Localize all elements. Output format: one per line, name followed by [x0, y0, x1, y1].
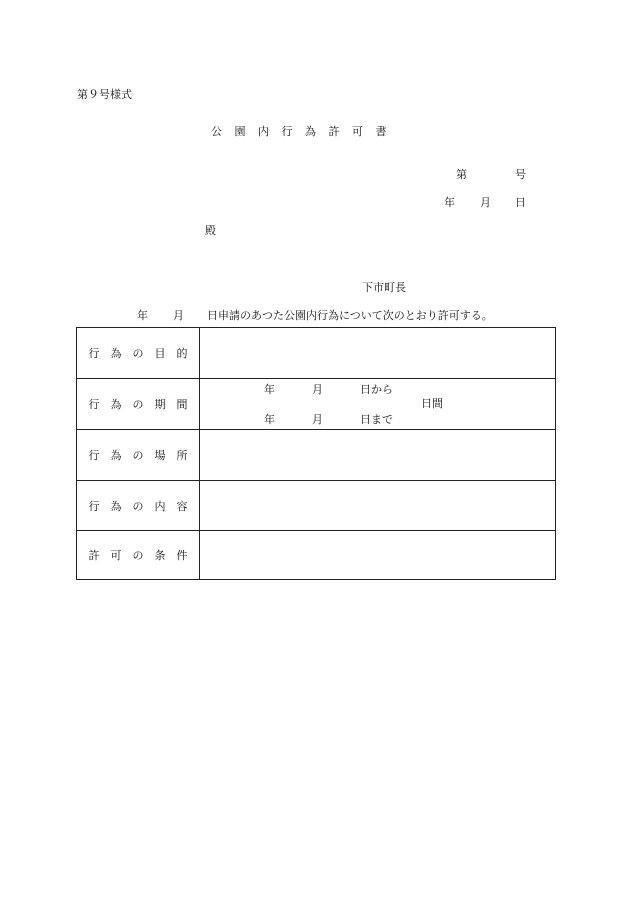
- row-value-location: [200, 430, 555, 480]
- intro-text: 日申請のあつた公園内行為について次のとおり許可する。: [207, 309, 493, 322]
- period-from-year: 年: [264, 383, 275, 396]
- period-from-month: 月: [312, 383, 323, 396]
- table-row-conditions: [77, 530, 555, 579]
- form-number: 第９号様式: [77, 88, 132, 101]
- number-prefix: 第: [456, 168, 467, 181]
- period-to-month: 月: [312, 413, 323, 426]
- period-duration: 日間: [421, 397, 443, 410]
- row-label-conditions: 許可の条件: [77, 531, 200, 579]
- table-row-purpose: [77, 328, 555, 378]
- period-to-year: 年: [264, 413, 275, 426]
- period-to-day: 日まで: [360, 413, 393, 426]
- row-value-period: [200, 379, 555, 429]
- permit-table: [76, 327, 556, 580]
- row-value-conditions: [200, 531, 555, 579]
- row-label-purpose: 行為の目的: [77, 328, 200, 378]
- row-label-location: 行為の場所: [77, 430, 200, 480]
- date-month: 月: [480, 196, 491, 209]
- row-value-purpose: [200, 328, 555, 378]
- table-row-period: [77, 378, 555, 429]
- date-year: 年: [444, 196, 455, 209]
- table-row-location: [77, 429, 555, 480]
- addressee-suffix: 殿: [205, 224, 216, 237]
- row-label-content: 行為の内容: [77, 481, 200, 530]
- issuer-name: 下市町長: [362, 281, 406, 294]
- table-row-content: [77, 480, 555, 530]
- intro-month: 月: [173, 309, 184, 322]
- date-day: 日: [515, 196, 526, 209]
- document-title: 公園内行為許可書: [211, 125, 399, 138]
- intro-year: 年: [137, 309, 148, 322]
- period-from-day: 日から: [360, 383, 393, 396]
- number-suffix: 号: [515, 168, 526, 181]
- row-label-period: 行為の期間: [77, 379, 200, 429]
- row-value-content: [200, 481, 555, 530]
